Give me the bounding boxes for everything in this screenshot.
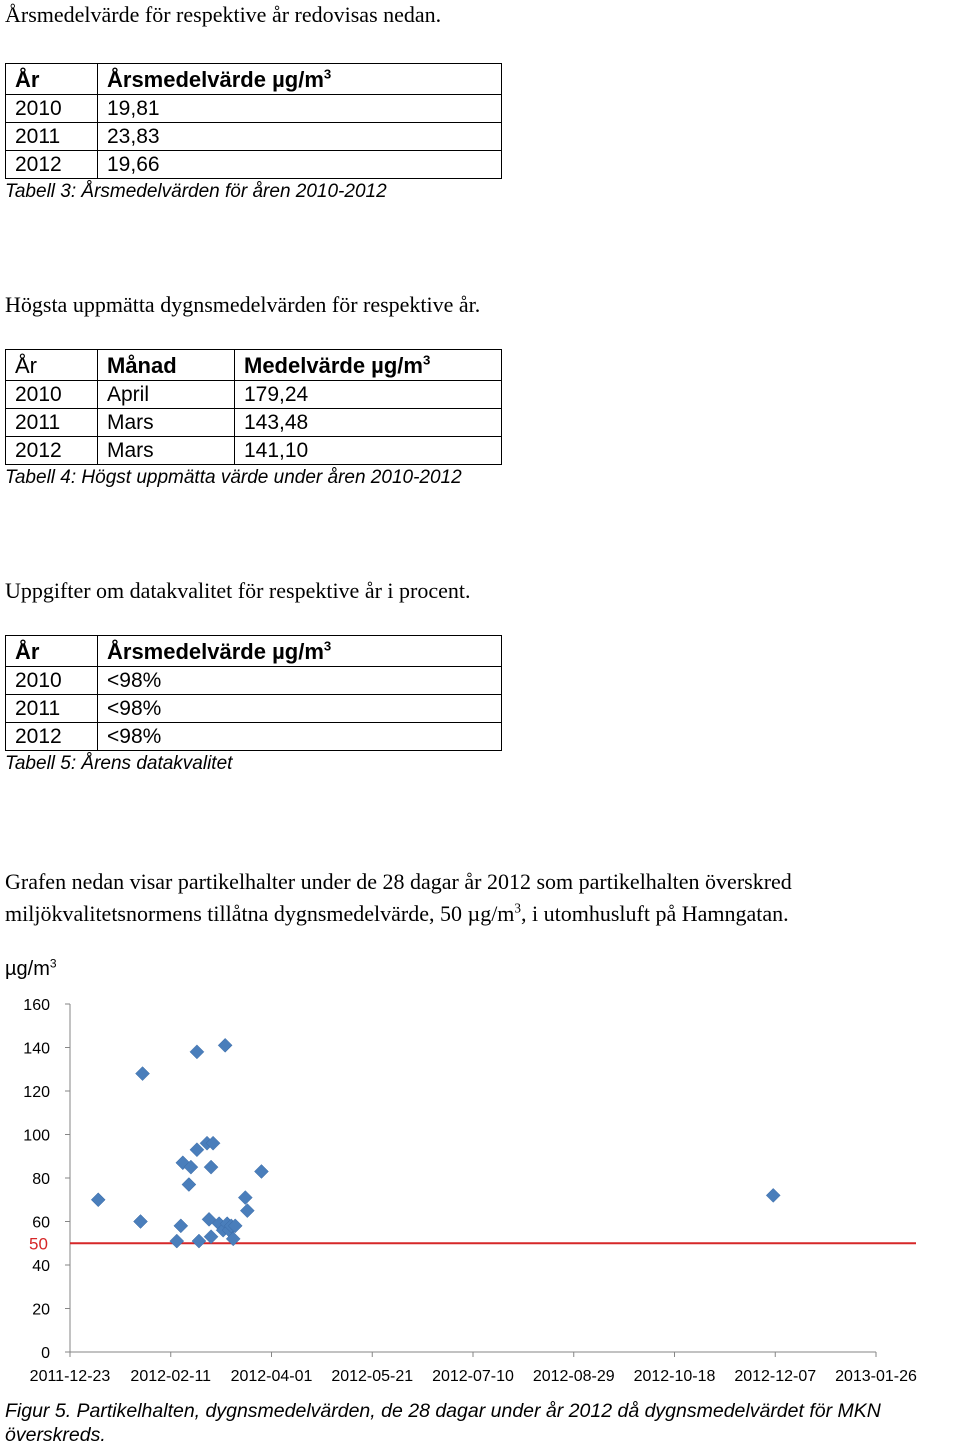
cell-year: 2012 [6,437,98,465]
header-annual-mean-label: Årsmedelvärde µg/m [107,638,324,664]
table-3-caption: Tabell 3: Årsmedelvärden för åren 2010-2012 [5,181,387,202]
cell-value: 141,10 [235,437,502,465]
data-point [192,1234,206,1248]
y-tick-label: 160 [23,997,50,1014]
cell-value: <98% [98,667,502,695]
intro-text-3: Uppgifter om datakvalitet för respektive år i procent. [5,578,471,603]
table-5-caption: Tabell 5: Årens datakvalitet [5,753,233,774]
chart-intro-text-b: , i utomhusluft på Hamngatan. [521,901,789,926]
data-point [218,1038,232,1052]
cell-year: 2010 [6,95,98,123]
cell-year: 2011 [6,123,98,151]
cell-month: Mars [98,409,235,437]
cell-year: 2011 [6,695,98,723]
cell-value: 143,48 [235,409,502,437]
data-point [204,1160,218,1174]
y-tick-label: 40 [32,1258,50,1275]
cell-value: 19,66 [98,151,502,179]
data-point [182,1178,196,1192]
cell-year: 2012 [6,151,98,179]
x-tick-label: 2012-08-29 [532,1368,615,1385]
table-4-caption: Tabell 4: Högst uppmätta värde under åren 2010-2012 [5,467,462,488]
data-point [204,1230,218,1244]
figure-5-caption [5,1399,960,1447]
x-tick-label: 2012-07-10 [432,1368,514,1385]
header-unit-sup: 3 [323,638,332,654]
x-tick-label: 2013-01-26 [835,1368,917,1385]
cell-value: 23,83 [98,123,502,151]
cell-value: 19,81 [98,95,502,123]
chart-unit-label [5,958,57,981]
table-row [6,695,502,723]
table-row [6,95,502,123]
table-row [6,437,502,465]
y-tick-label: 60 [32,1214,50,1232]
intro-text-1: Årsmedelvärde för respektive år redovisas nedan. [5,2,442,27]
header-unit-sup: 3 [422,352,431,368]
data-point [136,1067,150,1081]
x-tick-label: 2012-10-18 [633,1368,716,1385]
cell-year: 2010 [6,667,98,695]
table-header-row [6,350,502,381]
data-point [238,1191,252,1205]
cell-month: Mars [98,437,235,465]
cell-value: 179,24 [235,381,502,409]
data-point [190,1045,204,1059]
cell-value: <98% [98,723,502,751]
table-row [6,409,502,437]
threshold-label: 50 [29,1234,48,1254]
y-tick-label: 80 [32,1171,50,1188]
figure-caption-line-1: Figur 5. Partikelhalten, dygnsmedelvärden, de 28 dagar under år 2012 då dygnsmedelvärdet för MKN [5,1400,881,1422]
chart-intro-line-1: Grafen nedan visar partikelhalter under de 28 dagar år 2012 som partikelhalten överskred [5,869,792,894]
chart-intro-line-2 [5,901,789,927]
y-tick-label: 20 [32,1301,50,1319]
x-tick-label: 2011-12-23 [29,1368,111,1385]
x-tick-label: 2012-05-21 [331,1368,414,1385]
chart-unit-sup: 3 [49,956,57,971]
chart-intro-text-a: miljökvalitetsnormens tillåtna dygnsmedelvärde, 50 µg/m [5,901,515,926]
data-point [91,1193,105,1207]
header-mean-label: Medelvärde µg/m [244,352,423,378]
y-tick-label: 100 [23,1127,50,1145]
max-daily-table [5,349,502,465]
data-point [174,1219,188,1233]
header-mean [235,350,502,381]
table-row [6,723,502,751]
figure-caption-line-2: överskreds. [5,1424,106,1446]
header-unit-sup: 3 [323,66,332,82]
cell-year: 2011 [6,409,98,437]
x-tick-label: 2012-02-11 [130,1368,212,1385]
data-point [254,1164,268,1178]
y-tick-label: 120 [23,1084,50,1101]
table-row [6,381,502,409]
scatter-chart [0,985,960,1395]
header-year: År [6,64,98,95]
table-row [6,667,502,695]
header-year: År [6,636,98,667]
chart-unit-text: µg/m [5,958,50,980]
chart-intro-sup: 3 [514,900,522,916]
data-point [240,1204,254,1218]
data-point [134,1215,148,1229]
annual-mean-table [5,63,502,179]
header-annual-mean-label: Årsmedelvärde µg/m [107,66,324,92]
cell-year: 2012 [6,723,98,751]
cell-value: <98% [98,695,502,723]
cell-month: April [98,381,235,409]
table-row [6,151,502,179]
y-tick-label: 140 [23,1040,50,1058]
header-year: År [6,350,98,381]
data-point [766,1188,780,1202]
table-row [6,123,502,151]
data-point [170,1234,184,1248]
intro-text-2: Högsta uppmätta dygnsmedelvärden för respektive år. [5,292,481,317]
header-annual-mean [98,636,502,667]
header-annual-mean [98,64,502,95]
data-quality-table [5,635,502,751]
cell-year: 2010 [6,381,98,409]
table-header-row [6,64,502,95]
header-month: Månad [98,350,235,381]
x-tick-label: 2012-12-07 [734,1368,817,1385]
x-tick-label: 2012-04-01 [230,1368,313,1385]
table-header-row [6,636,502,667]
y-tick-label: 0 [41,1345,50,1362]
